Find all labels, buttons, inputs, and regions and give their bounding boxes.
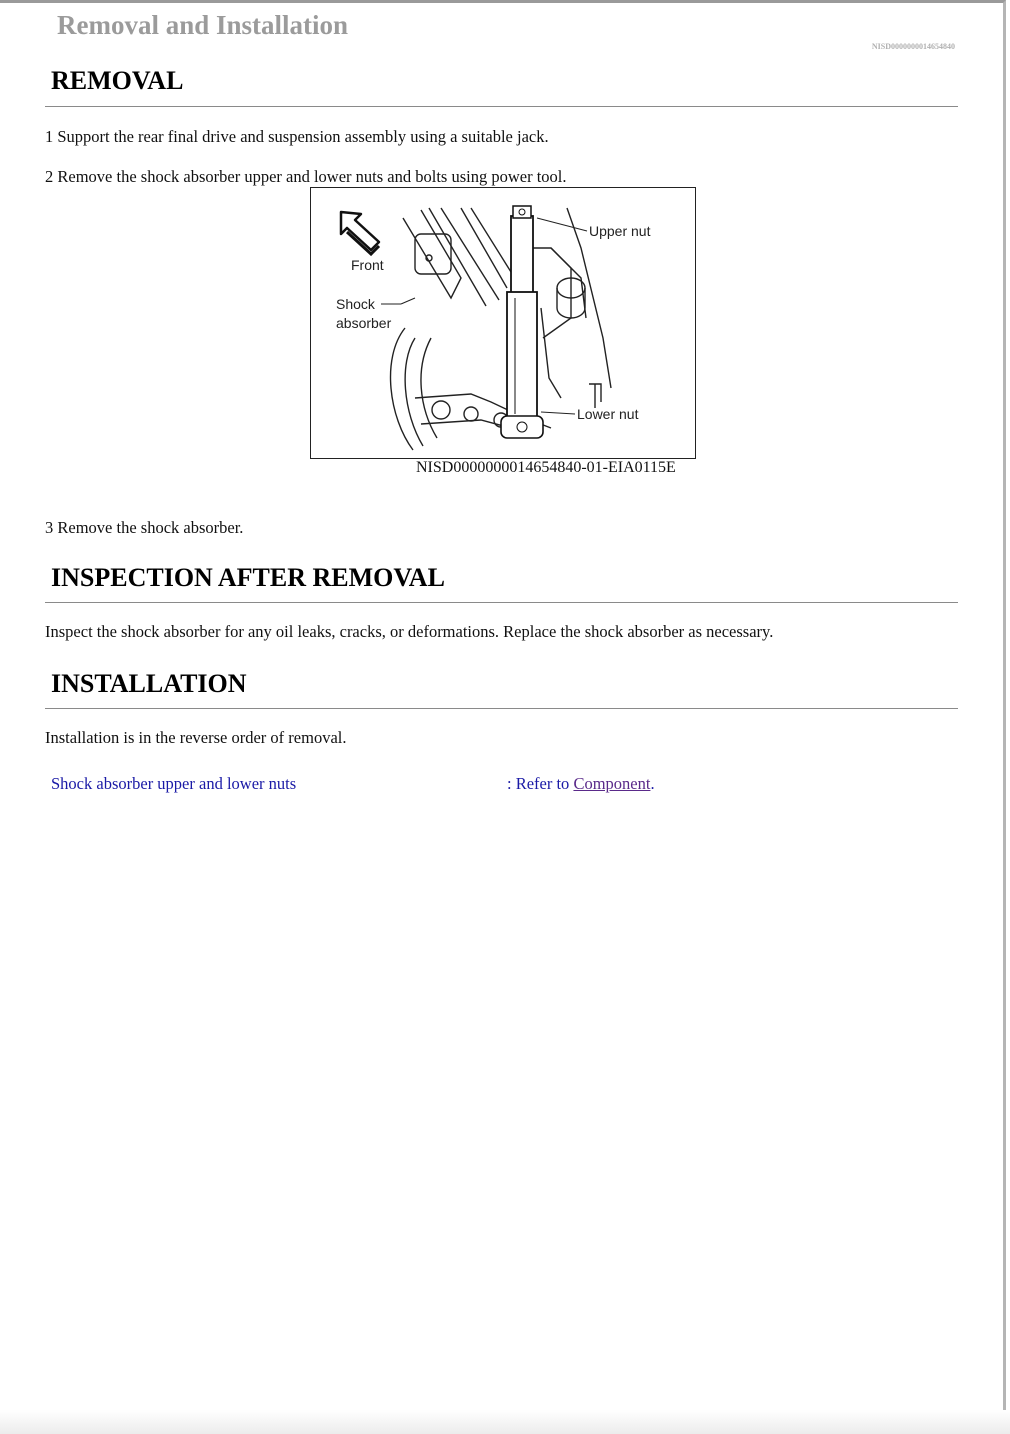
document-id: NISD0000000014654840 <box>871 42 955 51</box>
front-arrow-icon <box>341 212 379 254</box>
inspection-divider <box>45 602 958 603</box>
removal-step-2: 2 Remove the shock absorber upper and lower nuts and bolts using power tool. <box>45 167 567 186</box>
inspection-text: Inspect the shock absorber for any oil leaks, cracks, or deformations. Replace the shock absorber as necessary. <box>45 622 774 641</box>
reference-value <box>507 774 655 794</box>
removal-heading: REMOVAL <box>51 66 184 95</box>
removal-step-1: 1 Support the rear final drive and suspension assembly using a suitable jack. <box>45 127 549 146</box>
figure-label-lower-nut: Lower nut <box>577 406 639 422</box>
figure-label-shock-2: absorber <box>336 315 392 331</box>
reference-prefix: : Refer to <box>507 774 574 793</box>
page-bottom-shade <box>0 1410 1010 1434</box>
figure-caption: NISD0000000014654840-01-EIA0115E <box>416 459 676 476</box>
shock-absorber-illustration <box>311 188 695 458</box>
page-title: Removal and Installation <box>57 10 349 40</box>
installation-divider <box>45 708 958 709</box>
installation-text: Installation is in the reverse order of removal. <box>45 728 347 747</box>
shock-absorber-body <box>501 206 543 438</box>
shock-absorber-figure <box>310 187 696 459</box>
reference-label: Shock absorber upper and lower nuts <box>51 774 297 793</box>
removal-step-3: 3 Remove the shock absorber. <box>45 518 244 537</box>
inspection-heading: INSPECTION AFTER REMOVAL <box>51 563 445 592</box>
figure-label-front: Front <box>351 257 384 273</box>
figure-label-shock-1: Shock <box>336 296 375 312</box>
component-link[interactable]: Component <box>573 774 651 793</box>
figure-label-upper-nut: Upper nut <box>589 223 651 239</box>
removal-divider <box>45 106 958 107</box>
installation-heading: INSTALLATION <box>51 669 247 698</box>
reference-suffix: . <box>650 774 655 793</box>
